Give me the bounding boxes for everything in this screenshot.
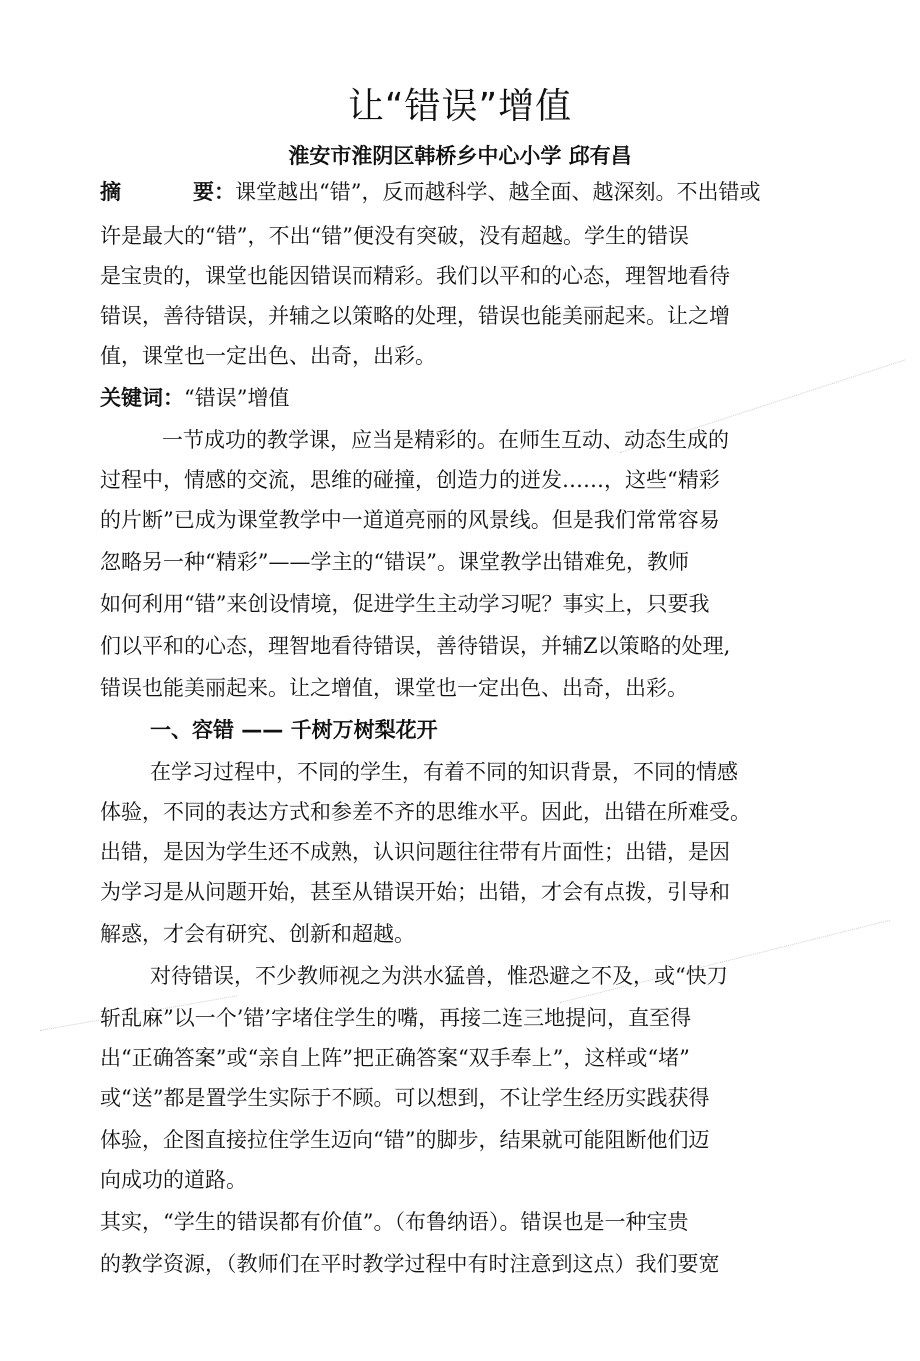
intro-line: 一节成功的教学课，应当是精彩的。在师生互动、动态生成的 bbox=[162, 428, 729, 452]
paragraph-line: 体验，不同的表达方式和参差不齐的思维水平。因此，出错在所难受。 bbox=[100, 800, 751, 824]
abstract-label-a: 摘 bbox=[100, 180, 121, 204]
abstract-line: 值，课堂也一定出色、出奇，出彩。 bbox=[100, 344, 436, 368]
paragraph-line: 其实，“学生的错误都有价值”。（布鲁纳语）。错误也是一种宝贵 bbox=[100, 1210, 689, 1234]
paragraph-line: 出“正确答案”或“亲自上阵”把正确答案“双手奉上”，这样或“堵” bbox=[100, 1046, 690, 1070]
paragraph-line: 或“送”都是置学生实际于不顾。可以想到，不让学生经历实践获得 bbox=[100, 1086, 710, 1110]
intro-line: 的片断”已成为课堂教学中一道道亮丽的风景线。但是我们常常容易 bbox=[100, 508, 720, 532]
intro-line: 如何利用“错”来创设情境，促进学生主动学习呢？事实上，只要我 bbox=[100, 592, 710, 616]
author-line: 淮安市淮阴区韩桥乡中心小学 邱有昌 bbox=[288, 144, 632, 168]
paragraph-line: 出错，是因为学生还不成熟，认识问题往往带有片面性；出错，是因 bbox=[100, 840, 730, 864]
paragraph-line: 对待错误，不少教师视之为洪水猛兽，惟恐避之不及，或“快刀 bbox=[150, 964, 728, 988]
intro-line: 忽略另一种“精彩”——学主的“错误”。课堂教学出错难免，教师 bbox=[100, 550, 689, 574]
paragraph-line: 为学习是从问题开始，甚至从错误开始；出错，才会有点拨，引导和 bbox=[100, 880, 730, 904]
intro-line: 过程中，情感的交流，思维的碰撞，创造力的迸发……，这些“精彩 bbox=[100, 468, 720, 492]
paragraph-line: 在学习过程中，不同的学生，有着不同的知识背景，不同的情感 bbox=[150, 760, 738, 784]
section-heading: 一、容错 —— 千树万树梨花开 bbox=[150, 718, 438, 742]
abstract-text: 课堂越出“错”，反而越科学、越全面、越深刻。不出错或 bbox=[235, 180, 761, 204]
keywords-value: “错误”增值 bbox=[184, 386, 290, 410]
document-title: 让“错误”增值 bbox=[347, 86, 573, 127]
intro-line: 们以平和的心态，理智地看待错误，善待错误，并辅Z以策略的处理, bbox=[100, 634, 731, 658]
intro-line: 错误也能美丽起来。让之增值，课堂也一定出色、出奇，出彩。 bbox=[100, 676, 688, 700]
paragraph-line: 斩乱麻”以一个’错’字堵住学生的嘴，再接二连三地提问，直至得 bbox=[100, 1006, 692, 1030]
paragraph-line: 的教学资源，（教师们在平时教学过程中有时注意到这点）我们要宽 bbox=[100, 1252, 720, 1276]
abstract-label-b: 要： bbox=[193, 180, 235, 204]
abstract-line: 错误，善待错误，并辅之以策略的处理，错误也能美丽起来。让之增 bbox=[100, 304, 730, 328]
paragraph-line: 解惑，才会有研究、创新和超越。 bbox=[100, 922, 415, 946]
abstract-line: 许是最大的“错”，不出“错”便没有突破，没有超越。学生的错误 bbox=[100, 224, 689, 248]
keywords-label: 关键词： bbox=[100, 386, 184, 410]
paragraph-line: 体验，企图直接拉住学生迈向“错”的脚步，结果就可能阻断他们迈 bbox=[100, 1128, 710, 1152]
abstract-line: 是宝贵的，课堂也能因错误而精彩。我们以平和的心态，理智地看待 bbox=[100, 264, 730, 288]
keywords-line bbox=[100, 384, 289, 412]
paragraph-line: 向成功的道路。 bbox=[100, 1168, 247, 1192]
abstract-line bbox=[100, 178, 760, 206]
